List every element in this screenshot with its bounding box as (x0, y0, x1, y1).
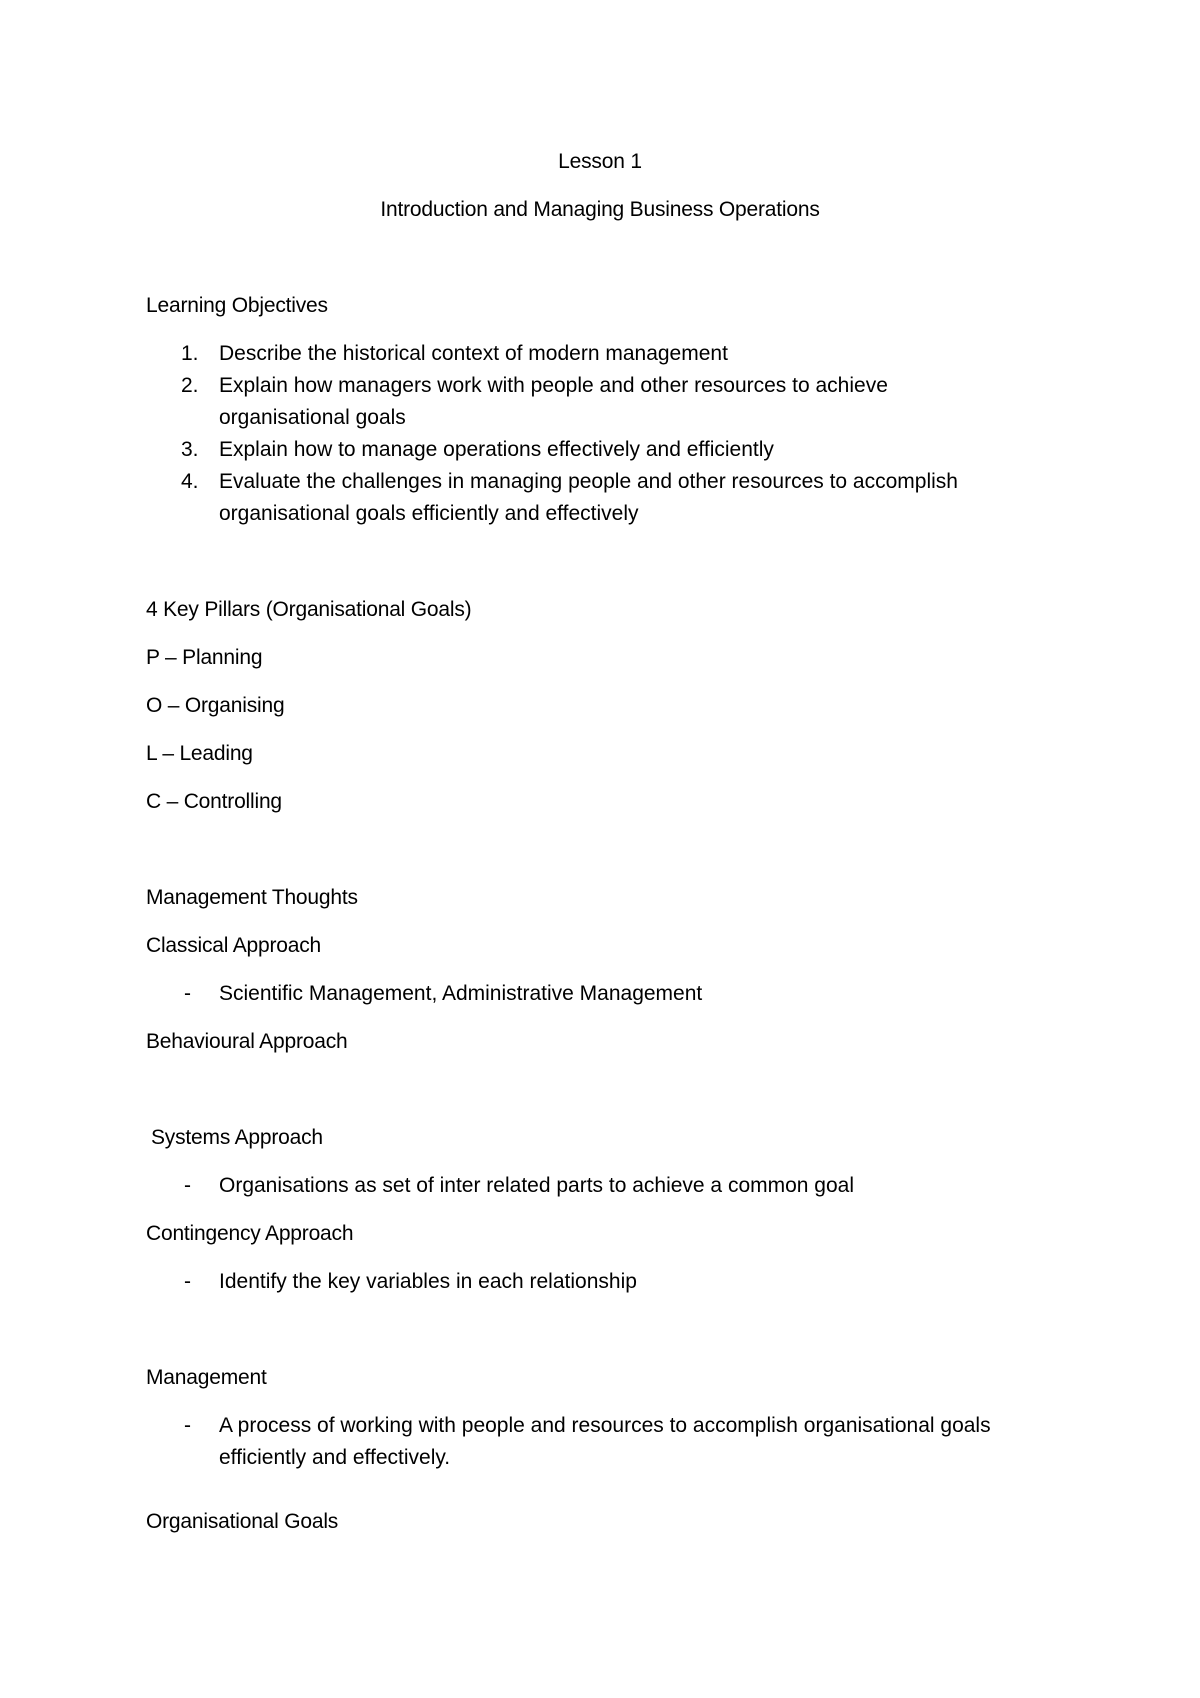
contingency-approach-heading: Contingency Approach (146, 1222, 354, 1245)
objective-text: Explain how managers work with people and other resources to achieve organisational goals (219, 374, 888, 429)
objective-number: 4. (181, 470, 199, 493)
pillar-item: L – Leading (146, 742, 253, 765)
classical-approach-point: Scientific Management, Administrative Management (219, 982, 703, 1005)
objective-number: 3. (181, 438, 199, 461)
pillar-item: O – Organising (146, 694, 285, 717)
organisational-goals-heading: Organisational Goals (146, 1510, 339, 1533)
management-heading: Management (146, 1366, 267, 1389)
systems-approach-point: Organisations as set of inter related parts to achieve a common goal (219, 1174, 855, 1197)
classical-approach-heading: Classical Approach (146, 934, 321, 957)
learning-objectives-heading: Learning Objectives (146, 294, 328, 317)
pillars-heading: 4 Key Pillars (Organisational Goals) (146, 598, 472, 621)
management-definition: A process of working with people and resources to accomplish organisational goals efficiently and effectively. (219, 1414, 991, 1469)
objective-text: Evaluate the challenges in managing people and other resources to accomplish organisational goals efficiently and effectively (219, 470, 958, 525)
pillar-item: P – Planning (146, 646, 263, 669)
pillar-item: C – Controlling (146, 790, 282, 813)
objective-number: 1. (181, 342, 199, 365)
objective-number: 2. (181, 374, 199, 397)
objective-text: Explain how to manage operations effectively and efficiently (219, 438, 774, 461)
bullet-dash: - (184, 1414, 191, 1437)
lesson-title: Introduction and Managing Business Operations (380, 198, 820, 221)
lesson-number: Lesson 1 (558, 150, 642, 173)
bullet-dash: - (184, 1174, 191, 1197)
contingency-approach-point: Identify the key variables in each relationship (219, 1270, 637, 1293)
management-thoughts-heading: Management Thoughts (146, 886, 358, 909)
systems-approach-heading: Systems Approach (151, 1126, 323, 1149)
behavioural-approach-heading: Behavioural Approach (146, 1030, 348, 1053)
objective-text: Describe the historical context of modern management (219, 342, 728, 365)
bullet-dash: - (184, 982, 191, 1005)
bullet-dash: - (184, 1270, 191, 1293)
